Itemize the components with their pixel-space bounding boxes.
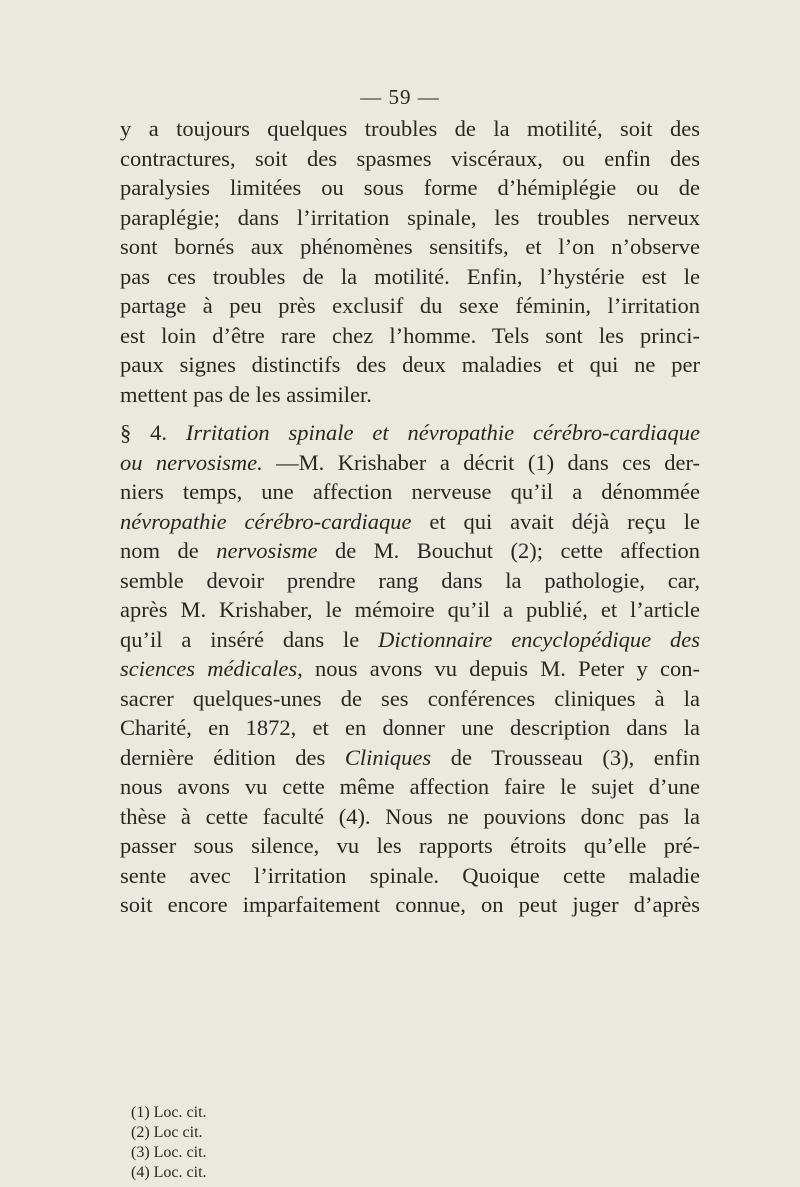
section-title: Irritation spinale et névropathie cérébro-cardiaque bbox=[185, 420, 701, 445]
text-line: Charité, en 1872, et en donner une description dans la bbox=[120, 715, 700, 740]
footnotes bbox=[131, 1103, 207, 1183]
footnote: (4) Loc. cit. bbox=[131, 1164, 207, 1181]
text-line: contractures, soit des spasmes viscéraux, ou enfin des bbox=[120, 145, 700, 171]
section-heading-line bbox=[120, 418, 700, 448]
section-4 bbox=[120, 418, 700, 920]
text-line: semble devoir prendre rang dans la pathologie, car, bbox=[120, 567, 700, 593]
text-line: mettent pas de les assimiler. bbox=[120, 381, 372, 407]
page-body bbox=[120, 114, 700, 920]
text-line: sacrer quelques-unes de ses conférences cliniques à la bbox=[120, 685, 700, 711]
text-line: névropathie cérébro-cardiaque et qui avait déjà reçu le bbox=[120, 508, 700, 534]
text-line: ou nervosisme. —M. Krishaber a décrit (1) dans ces der- bbox=[120, 449, 701, 475]
text-line: sente avec l’irritation spinale. Quoique cette maladie bbox=[120, 862, 700, 888]
text-line: passer sous silence, vu les rapports étroits qu’elle pré- bbox=[120, 833, 700, 858]
text-line: y a toujours quelques troubles de la motilité, soit des bbox=[120, 116, 700, 141]
text-line: niers temps, une affection nerveuse qu’il a dénommée bbox=[120, 479, 700, 504]
text-line: paralysies limitées ou sous forme d’hémiplégie ou de bbox=[120, 175, 700, 200]
section-mark: § 4. bbox=[120, 420, 167, 445]
text-line: est loin d’être rare chez l’homme. Tels sont les princi- bbox=[120, 322, 700, 348]
text-line: nom de nervosisme de M. Bouchut (2); cette affection bbox=[120, 538, 700, 563]
footnote: (1) Loc. cit. bbox=[131, 1104, 207, 1121]
text-line: dernière édition des Cliniques de Trousseau (3), enfin bbox=[120, 744, 700, 770]
text-line: soit encore imparfaitement connue, on peut juger d’après bbox=[120, 892, 700, 917]
text-line: nous avons vu cette même affection faire le sujet d’une bbox=[120, 774, 700, 799]
text-line: sont bornés aux phénomènes sensitifs, et l’on n’observe bbox=[120, 234, 700, 259]
text-line: après M. Krishaber, le mémoire qu’il a publié, et l’article bbox=[120, 597, 700, 622]
page-number: — 59 — bbox=[360, 85, 440, 109]
text-line: pas ces troubles de la motilité. Enfin, l’hystérie est le bbox=[120, 263, 700, 289]
text-line: thèse à cette faculté (4). Nous ne pouvions donc pas la bbox=[120, 803, 700, 829]
footnote: (3) Loc. cit. bbox=[131, 1144, 207, 1161]
text-line: paraplégie; dans l’irritation spinale, les troubles nerveux bbox=[120, 204, 700, 230]
paragraph-1 bbox=[120, 114, 700, 409]
text-line: sciences médicales, nous avons vu depuis M. Peter y con- bbox=[120, 656, 700, 681]
footnote: (2) Loc cit. bbox=[131, 1124, 203, 1141]
text-line: paux signes distinctifs des deux maladies et qui ne per bbox=[120, 352, 700, 377]
section-title-continued: ou nervosisme. bbox=[120, 449, 263, 475]
text-line: partage à peu près exclusif du sexe féminin, l’irritation bbox=[120, 293, 700, 318]
text-line: qu’il a inséré dans le Dictionnaire encyclopédique des bbox=[120, 626, 701, 652]
